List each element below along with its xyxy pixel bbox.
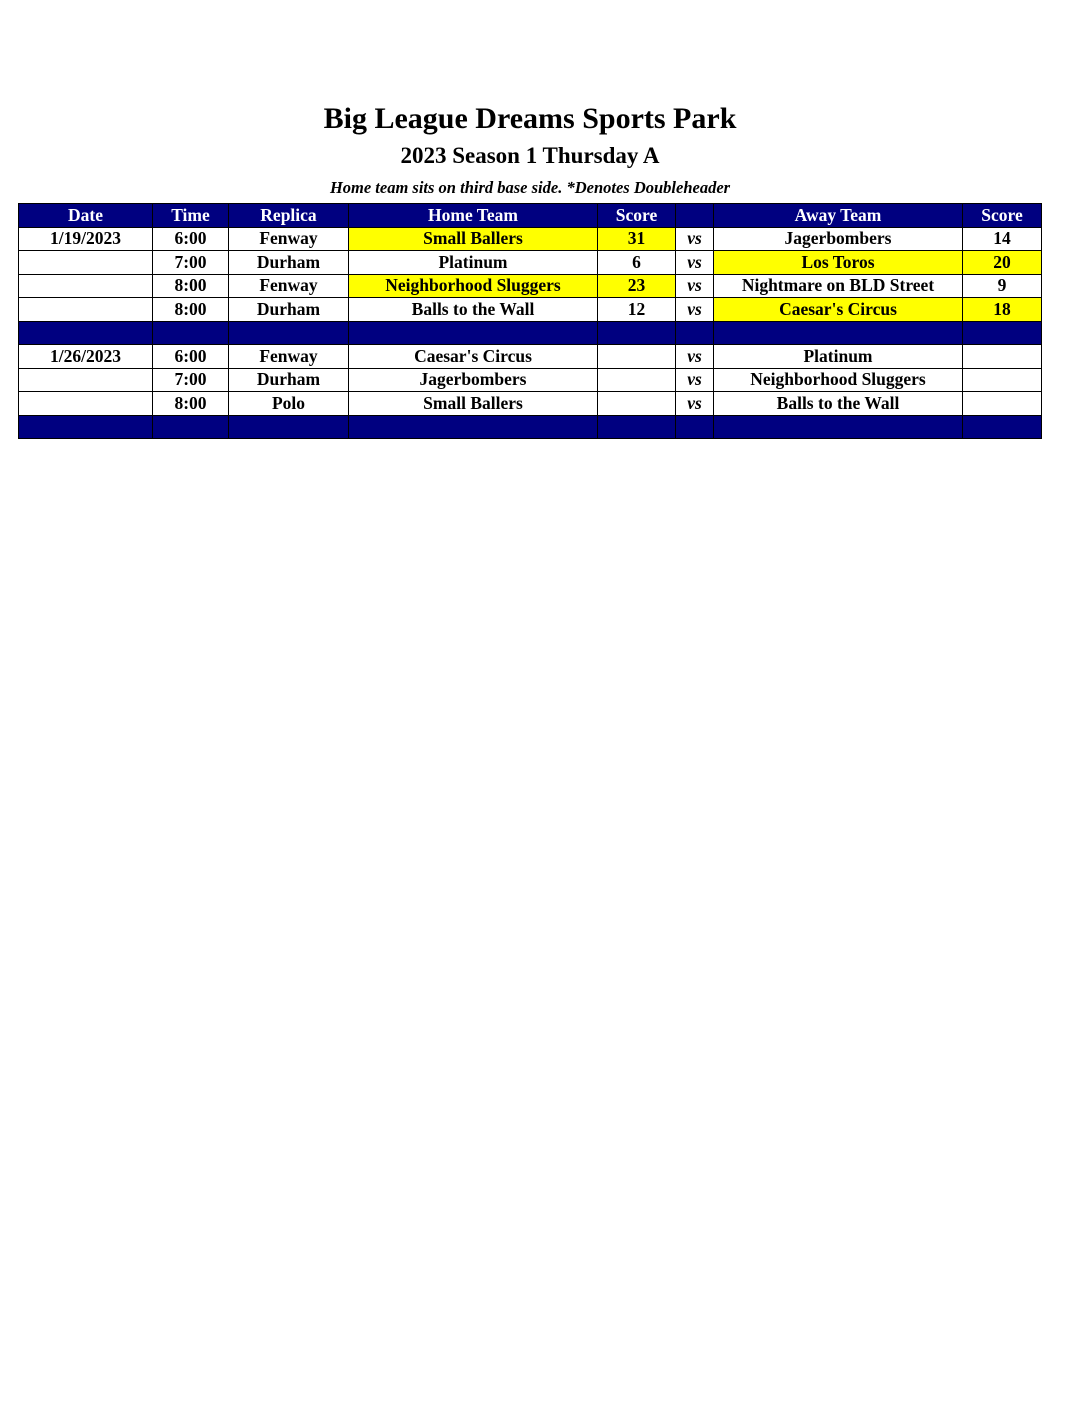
table-row xyxy=(19,392,1042,416)
replica-cell: Fenway xyxy=(229,227,349,251)
spacer-cell xyxy=(153,415,229,439)
away-score-cell: 18 xyxy=(963,298,1042,322)
away-score-cell: 20 xyxy=(963,251,1042,275)
home-score-cell: 12 xyxy=(598,298,676,322)
spacer-row xyxy=(19,415,1042,439)
home-team-cell: Balls to the Wall xyxy=(349,298,598,322)
vs-cell: vs xyxy=(676,227,714,251)
spacer-cell xyxy=(676,321,714,345)
home-team-cell: Neighborhood Sluggers xyxy=(349,274,598,298)
date-cell: 1/26/2023 xyxy=(19,345,153,369)
home-team-cell: Small Ballers xyxy=(349,227,598,251)
time-cell: 7:00 xyxy=(153,251,229,275)
home-score-cell: 6 xyxy=(598,251,676,275)
spacer-cell xyxy=(598,321,676,345)
replica-cell: Fenway xyxy=(229,345,349,369)
table-header-row xyxy=(19,204,1042,228)
replica-cell: Polo xyxy=(229,392,349,416)
column-header-vs xyxy=(676,204,714,228)
home-team-cell: Platinum xyxy=(349,251,598,275)
away-team-cell: Neighborhood Sluggers xyxy=(714,368,963,392)
time-cell: 7:00 xyxy=(153,368,229,392)
vs-cell: vs xyxy=(676,392,714,416)
home-team-cell: Jagerbombers xyxy=(349,368,598,392)
column-header-replica: Replica xyxy=(229,204,349,228)
time-cell: 8:00 xyxy=(153,392,229,416)
date-cell xyxy=(19,368,153,392)
time-cell: 6:00 xyxy=(153,345,229,369)
column-header-home-team: Home Team xyxy=(349,204,598,228)
date-cell xyxy=(19,298,153,322)
spacer-cell xyxy=(598,415,676,439)
away-score-cell xyxy=(963,368,1042,392)
replica-cell: Durham xyxy=(229,368,349,392)
vs-cell: vs xyxy=(676,298,714,322)
page-subtitle: 2023 Season 1 Thursday A xyxy=(400,143,660,168)
away-team-cell: Nightmare on BLD Street xyxy=(714,274,963,298)
schedule-table xyxy=(18,203,1042,439)
spacer-cell xyxy=(963,321,1042,345)
away-team-cell: Los Toros xyxy=(714,251,963,275)
vs-cell: vs xyxy=(676,345,714,369)
home-score-cell xyxy=(598,345,676,369)
home-score-cell: 23 xyxy=(598,274,676,298)
away-team-cell: Caesar's Circus xyxy=(714,298,963,322)
vs-cell: vs xyxy=(676,368,714,392)
replica-cell: Durham xyxy=(229,298,349,322)
time-cell: 8:00 xyxy=(153,274,229,298)
table-row xyxy=(19,345,1042,369)
column-header-away-team: Away Team xyxy=(714,204,963,228)
table-row xyxy=(19,251,1042,275)
away-team-cell: Jagerbombers xyxy=(714,227,963,251)
spacer-cell xyxy=(963,415,1042,439)
time-cell: 8:00 xyxy=(153,298,229,322)
column-header-date: Date xyxy=(19,204,153,228)
spacer-cell xyxy=(676,415,714,439)
home-team-cell: Small Ballers xyxy=(349,392,598,416)
spacer-cell xyxy=(714,321,963,345)
away-score-cell: 14 xyxy=(963,227,1042,251)
column-header-away-score: Score xyxy=(963,204,1042,228)
table-row xyxy=(19,298,1042,322)
away-score-cell: 9 xyxy=(963,274,1042,298)
date-cell: 1/19/2023 xyxy=(19,227,153,251)
away-team-cell: Balls to the Wall xyxy=(714,392,963,416)
spacer-cell xyxy=(229,321,349,345)
column-header-time: Time xyxy=(153,204,229,228)
vs-cell: vs xyxy=(676,274,714,298)
replica-cell: Fenway xyxy=(229,274,349,298)
spacer-cell xyxy=(229,415,349,439)
spacer-cell xyxy=(714,415,963,439)
spacer-row xyxy=(19,321,1042,345)
table-row xyxy=(19,368,1042,392)
table-row xyxy=(19,274,1042,298)
away-score-cell xyxy=(963,345,1042,369)
home-score-cell: 31 xyxy=(598,227,676,251)
spacer-cell xyxy=(349,321,598,345)
schedule-note: Home team sits on third base side. *Denotes Doubleheader xyxy=(329,178,731,197)
away-score-cell xyxy=(963,392,1042,416)
table-row xyxy=(19,227,1042,251)
date-cell xyxy=(19,392,153,416)
home-score-cell xyxy=(598,368,676,392)
home-score-cell xyxy=(598,392,676,416)
time-cell: 6:00 xyxy=(153,227,229,251)
page-title: Big League Dreams Sports Park xyxy=(323,102,737,135)
vs-cell: vs xyxy=(676,251,714,275)
spacer-cell xyxy=(349,415,598,439)
spacer-cell xyxy=(19,415,153,439)
replica-cell: Durham xyxy=(229,251,349,275)
column-header-home-score: Score xyxy=(598,204,676,228)
date-cell xyxy=(19,274,153,298)
spacer-cell xyxy=(19,321,153,345)
schedule-body xyxy=(19,227,1042,439)
date-cell xyxy=(19,251,153,275)
spacer-cell xyxy=(153,321,229,345)
away-team-cell: Platinum xyxy=(714,345,963,369)
home-team-cell: Caesar's Circus xyxy=(349,345,598,369)
